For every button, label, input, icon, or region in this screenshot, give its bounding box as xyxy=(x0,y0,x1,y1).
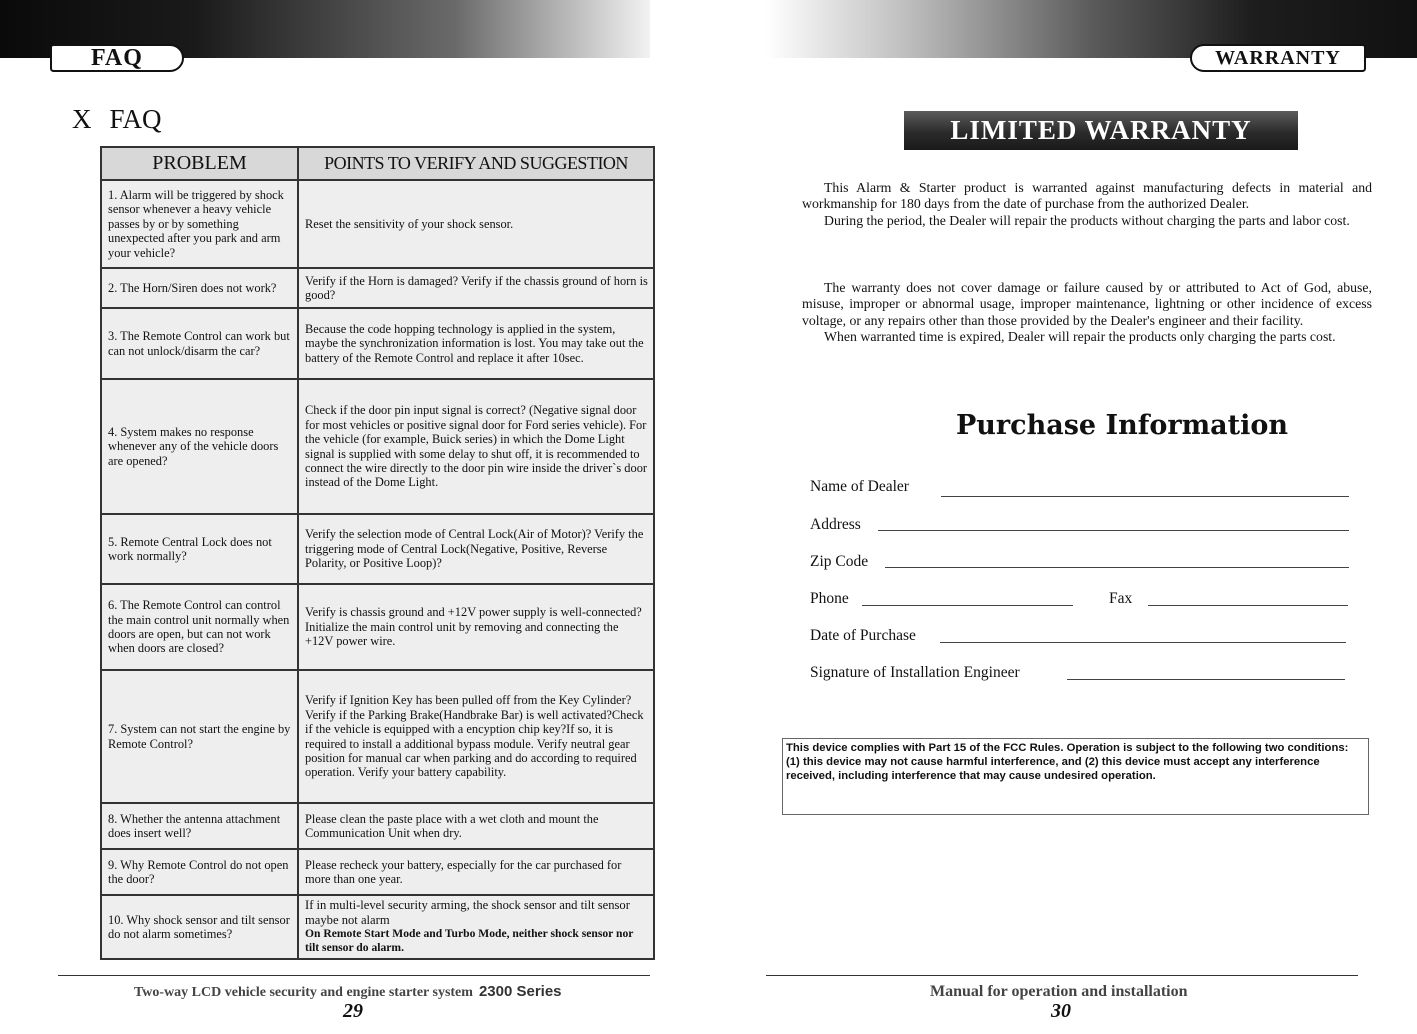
problem-cell: 8. Whether the antenna attachment does insert well? xyxy=(101,803,298,849)
problem-cell: 9. Why Remote Control do not open the door? xyxy=(101,849,298,895)
warranty-text: During the period, the Dealer will repair the products without charging the parts and labor cost. xyxy=(824,212,1350,228)
address-field[interactable] xyxy=(878,529,1349,531)
address-label: Address xyxy=(810,516,861,533)
warranty-tab: WARRANTY xyxy=(1190,44,1366,72)
table-row xyxy=(101,849,654,895)
table-row xyxy=(101,670,654,803)
table-row xyxy=(101,379,654,514)
problem-cell: 4. System makes no response whenever any of the vehicle doors are opened? xyxy=(101,379,298,514)
page-number: 29 xyxy=(343,1000,363,1022)
purchase-info-title: Purchase Information xyxy=(956,410,1289,441)
faq-table xyxy=(100,146,655,960)
column-header-suggestion: POINTS TO VERIFY AND SUGGESTION xyxy=(298,147,654,180)
suggestion-cell: Verify if Ignition Key has been pulled off from the Key Cylinder?Verify if the Parking Brake(Handbrake Bar) is well activated?Check if the vehicle is equipped with a encyption chip key?If so, it is required to install a additional bypass module. Verify neutral gear position for manual car when parking and do according to required operation. Verify your battery capability. xyxy=(298,670,654,803)
suggestion-cell: Verify is chassis ground and +12V power supply is well-connected?Initialize the main control unit by removing and connecting the +12V power wire. xyxy=(298,584,654,670)
warranty-text: The warranty does not cover damage or failure caused by or attributed to Act of God, abuse, misuse, improper or abnormal usage, improper maintenance, lightning or other incidence of excess voltage, or any repairs other than those provided by the Dealer's engineer and their facility. xyxy=(802,280,1372,328)
signature-field[interactable] xyxy=(1067,678,1345,680)
footer-series: 2300 Series xyxy=(478,983,562,1000)
problem-cell: 10. Why shock sensor and tilt sensor do not alarm sometimes? xyxy=(101,895,298,959)
problem-cell: 6. The Remote Control can control the main control unit normally when doors are open, but can not work when doors are closed? xyxy=(101,584,298,670)
table-row xyxy=(101,803,654,849)
warranty-paragraph xyxy=(802,280,1372,346)
suggestion-line: On Remote Start Mode and Turbo Mode, neither shock sensor nor tilt sensor do alarm. xyxy=(305,927,634,955)
suggestion-cell: Check if the door pin input signal is correct? (Negative signal door for most vehicles or positive signal door for Ford series vehicle). For the vehicle (for example, Buick series) in which the Dome Light signal is supplied with some delay to shut off, it is recommended to connect the wire directly to the door pin wire inside the driver`s door instead of the Dome Light. xyxy=(298,379,654,514)
fax-field[interactable] xyxy=(1148,604,1348,606)
dealer-label: Name of Dealer xyxy=(810,478,909,495)
section-number: X xyxy=(72,104,92,134)
suggestion-cell: Reset the sensitivity of your shock sensor. xyxy=(298,180,654,268)
suggestion-line: If in multi-level security arming, the shock sensor and tilt sensor maybe not alarm xyxy=(305,898,630,927)
zip-label: Zip Code xyxy=(810,553,869,570)
problem-cell: 2. The Horn/Siren does not work? xyxy=(101,268,298,308)
zip-field[interactable] xyxy=(885,566,1349,568)
table-row xyxy=(101,514,654,584)
signature-label: Signature of Installation Engineer xyxy=(810,664,1020,681)
table-row xyxy=(101,895,654,959)
page-number: 30 xyxy=(1051,1000,1071,1022)
date-field[interactable] xyxy=(940,641,1346,643)
suggestion-cell: Verify if the Horn is damaged? Verify if the chassis ground of horn is good? xyxy=(298,268,654,308)
table-row xyxy=(101,180,654,268)
problem-cell: 3. The Remote Control can work but can not unlock/disarm the car? xyxy=(101,308,298,379)
phone-label: Phone xyxy=(810,590,849,607)
fax-label: Fax xyxy=(1109,590,1133,607)
section-title: FAQ xyxy=(109,104,162,134)
warranty-paragraph xyxy=(802,180,1372,229)
section-heading xyxy=(72,104,162,135)
warranty-text: This Alarm & Starter product is warranted against manufacturing defects in material and workmanship for 180 days from the date of purchase from the authorized Dealer. xyxy=(802,180,1372,212)
suggestion-cell xyxy=(298,895,654,959)
problem-cell: 5. Remote Central Lock does not work normally? xyxy=(101,514,298,584)
phone-field[interactable] xyxy=(862,604,1073,606)
table-row xyxy=(101,584,654,670)
left-page xyxy=(0,0,708,1034)
table-row xyxy=(101,268,654,308)
right-page xyxy=(708,0,1417,1034)
table-row xyxy=(101,308,654,379)
warranty-text: When warranted time is expired, Dealer will repair the products only charging the parts cost. xyxy=(824,329,1336,345)
suggestion-cell: Please clean the paste place with a wet cloth and mount the Communication Unit when dry. xyxy=(298,803,654,849)
dealer-field[interactable] xyxy=(941,495,1349,497)
faq-tab: FAQ xyxy=(50,44,184,72)
fcc-notice: This device complies with Part 15 of the FCC Rules. Operation is subject to the following two conditions: (1) this device may not cause harmful interference, and (2) this device must accept any interference received, including interference that may cause undesired operation. xyxy=(782,738,1369,815)
footer-text xyxy=(134,983,562,1001)
footer-rule xyxy=(766,975,1358,976)
problem-cell: 7. System can not start the engine by Remote Control? xyxy=(101,670,298,803)
footer-text: Manual for operation and installation xyxy=(930,983,1188,1000)
problem-cell: 1. Alarm will be triggered by shock sensor whenever a heavy vehicle passes by or by something unexpected after you park and arm your vehicle? xyxy=(101,180,298,268)
date-label: Date of Purchase xyxy=(810,627,916,644)
suggestion-cell: Verify the selection mode of Central Lock(Air of Motor)? Verify the triggering mode of Central Lock(Negative, Positive, Reverse Polarity, or Positive Loop)? xyxy=(298,514,654,584)
footer-rule xyxy=(58,975,650,976)
suggestion-cell: Because the code hopping technology is applied in the system, maybe the synchronization information is lost. You may take out the battery of the Remote Control and replace it after 10sec. xyxy=(298,308,654,379)
suggestion-cell: Please recheck your battery, especially for the car purchased for more than one year. xyxy=(298,849,654,895)
table-header-row xyxy=(101,147,654,180)
warranty-banner: LIMITED WARRANTY xyxy=(904,111,1298,150)
column-header-problem: PROBLEM xyxy=(101,147,298,180)
footer-title: Two-way LCD vehicle security and engine starter system xyxy=(134,985,473,1000)
